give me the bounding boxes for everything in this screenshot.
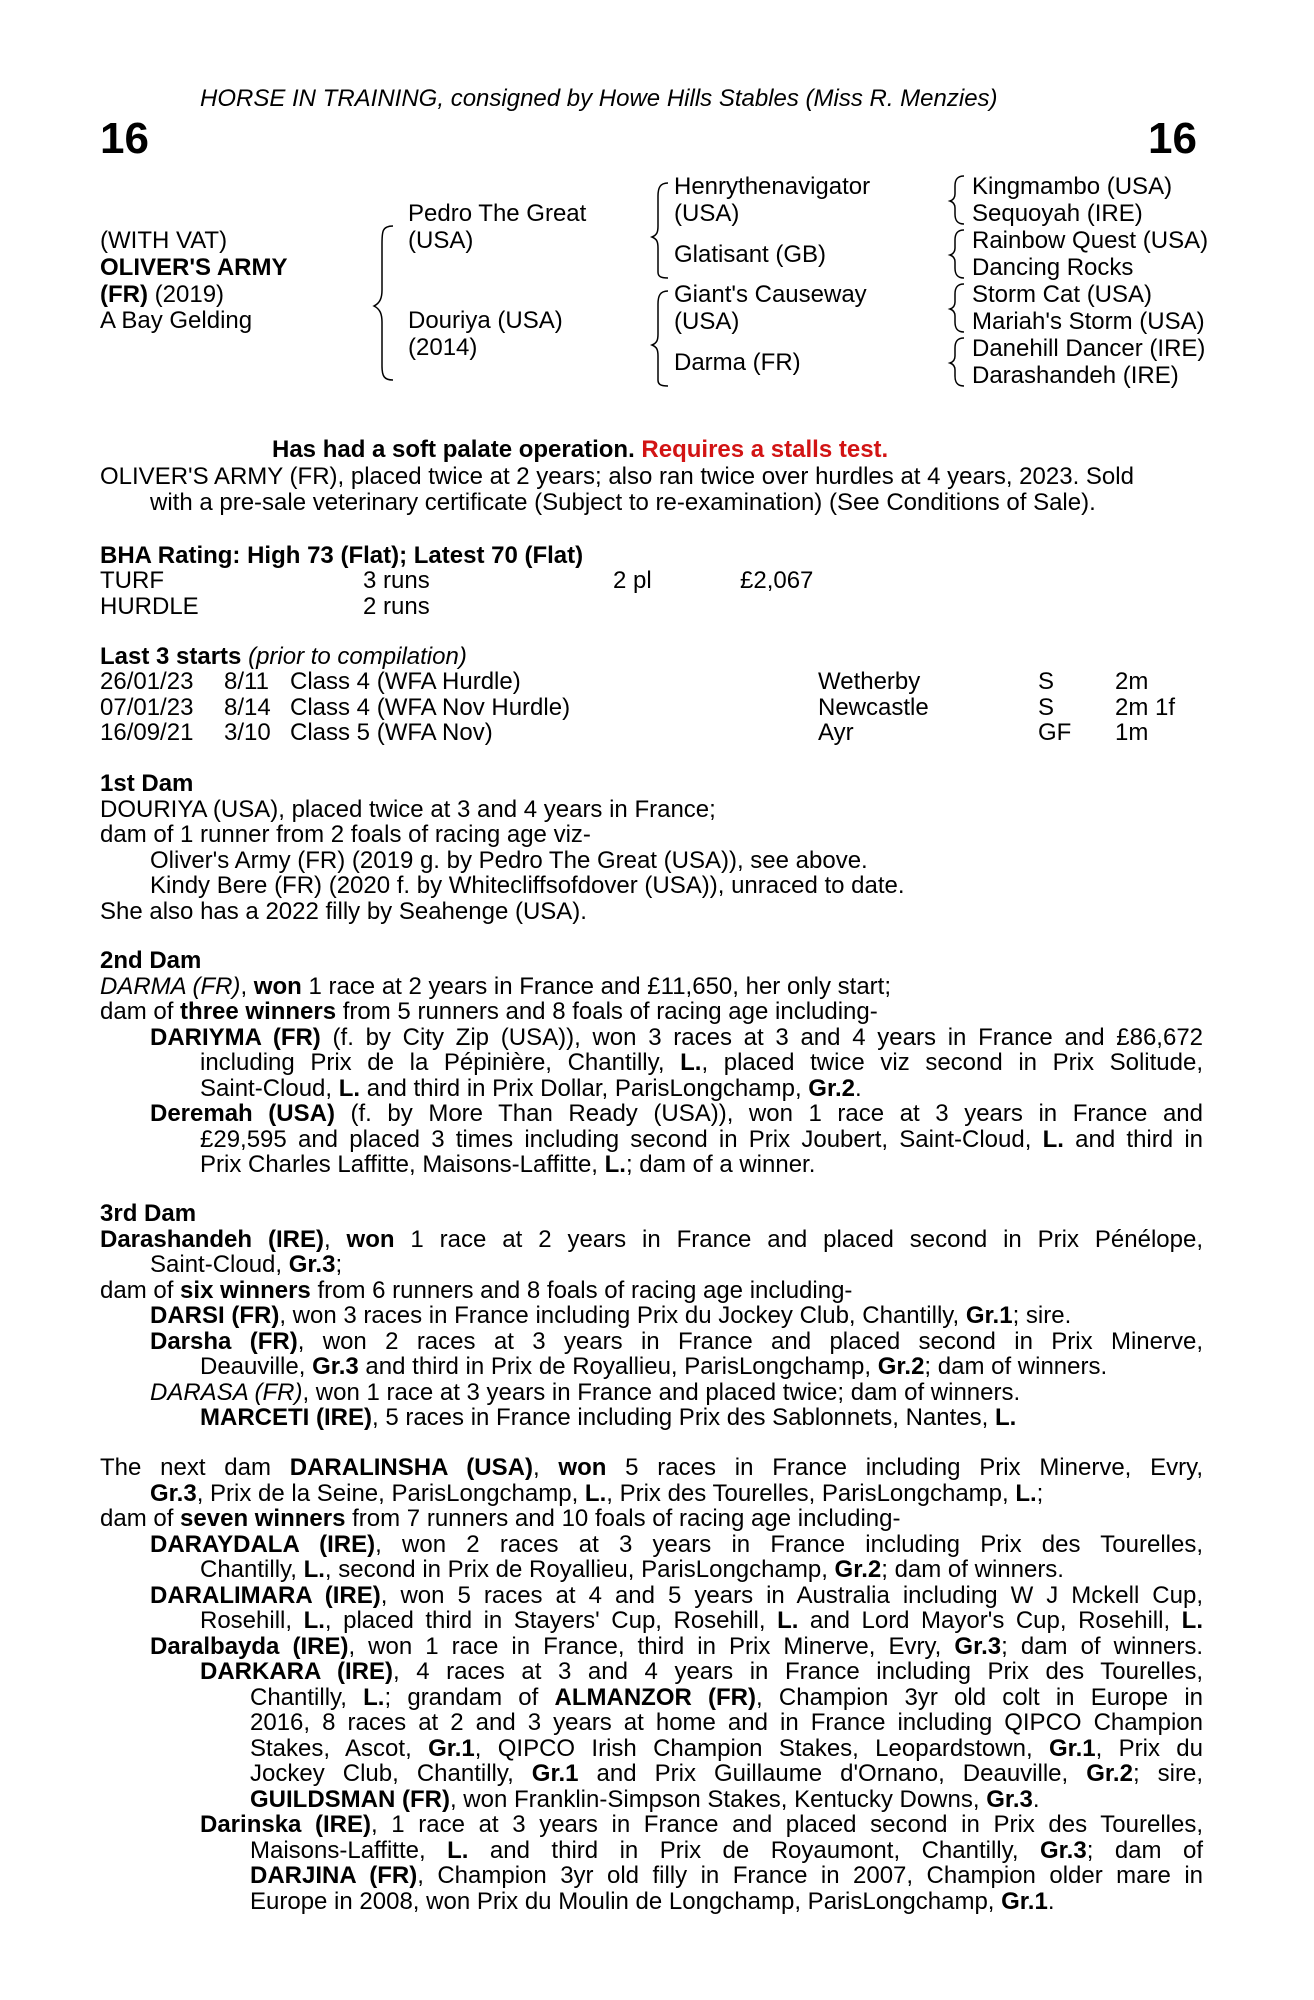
ancestor-5: Storm Cat (USA) [972, 281, 1153, 308]
last-starts-heading: Last 3 starts (prior to compilation) [100, 643, 467, 670]
rating-row-hurdle: HURDLE 2 runs [100, 592, 430, 620]
bha-rating-heading: BHA Rating: High 73 (Flat); Latest 70 (Flat) [100, 542, 584, 569]
horse-description: A Bay Gelding [100, 307, 253, 334]
horse-origin-year: (FR) (2019) [100, 281, 225, 308]
start-row: 16/09/21 3/10 Class 5 (WFA Nov) Ayr GF 1m [100, 719, 1149, 746]
vat-label: (WITH VAT) [100, 227, 228, 254]
rating-row-turf: TURF 3 runs 2 pl £2,067 [100, 567, 814, 594]
ancestor-4: Dancing Rocks [972, 254, 1134, 281]
ancestor-2: Sequoyah (IRE) [972, 200, 1143, 227]
first-dam-section: 1st Dam DOURIYA (USA), placed twice at 3 and 4 years in France; dam of 1 runner from 2 foals of racing age viz- Oliver's Army (FR) (2019 g. by Pedro The Great (USA)), see above. Kindy Bere (FR) (2020 f. by Whitecliffsofdover (USA)), unraced to date. She also has a 2022 filly by Seahenge (USA). [100, 771, 1203, 924]
first-dam-heading: 1st Dam [100, 770, 194, 797]
lot-number-left: 16 [100, 114, 149, 163]
dam-name: Douriya (USA) [408, 307, 563, 334]
catalogue-header: HORSE IN TRAINING, consigned by Howe Hills Stables (Miss R. Menzies) [200, 85, 998, 112]
start-row: 07/01/23 8/14 Class 4 (WFA Nov Hurdle) Newcastle S 2m 1f [100, 693, 1176, 721]
dam-sire-country: (USA) [674, 308, 740, 335]
horse-summary: OLIVER'S ARMY (FR), placed twice at 2 years; also ran twice over hurdles at 4 years, 2023. Sold with a pre-sale veterinary certificate (Subject to re-examination) (See Conditions of Sale). [100, 463, 1134, 516]
ancestor-3: Rainbow Quest (USA) [972, 227, 1209, 254]
ancestor-7: Danehill Dancer (IRE) [972, 335, 1206, 362]
ancestor-6: Mariah's Storm (USA) [972, 308, 1205, 335]
last-starts-table [100, 669, 1200, 746]
notice-line [272, 437, 888, 463]
ancestor-8: Darashandeh (IRE) [972, 362, 1179, 389]
sire-country: (USA) [408, 227, 474, 254]
rating-table [100, 568, 1200, 619]
third-dam-section: 3rd Dam Darashandeh (IRE), won 1 race at 2 years in France and placed second in Prix Pénélope, Saint-Cloud, Gr.3; dam of six winners from 6 runners and 8 foals of racing age including- DARSI (FR), won 3 races in France including Prix du Jockey Club, Chantilly, Gr.1; sire. Darsha (FR), won 2 races at 3 years in France and placed second in Prix Minerve, Deauville, Gr.3 and third in Prix de Royallieu, ParisLongchamp, Gr.2; dam of winners. DARASA (FR), won 1 race at 3 years in France and placed twice; dam of winners. MARCETI (IRE), 5 races in France including Prix des Sablonnets, Nantes, L. [100, 1200, 1204, 1431]
sire-name: Pedro The Great [408, 200, 587, 227]
dam-sire-name: Giant's Causeway [674, 281, 867, 308]
sire-sire-name: Henrythenavigator [674, 173, 871, 200]
soft-palate-note: Has had a soft palate operation. [272, 436, 642, 463]
second-dam-section: 2nd Dam DARMA (FR), won 1 race at 2 years in France and £11,650, her only start; dam of three winners from 5 runners and 8 foals of racing age including- DARIYMA (FR) (f. by City Zip (USA)), won 3 races at 3 and 4 years in France and £86,672 including Prix de la Pépinière, Chantilly, L., placed twice viz second in Prix Solitude, Saint-Cloud, L. and third in Prix Dollar, ParisLongchamp, Gr.2. Deremah (USA) (f. by More Than Ready (USA)), won 1 race at 3 years in France and £29,595 and placed 3 times including second in Prix Joubert, Saint-Cloud, L. and third in Prix Charles Laffitte, Maisons-Laffitte, L.; dam of a winner. [100, 947, 1204, 1178]
third-dam-heading: 3rd Dam [100, 1200, 197, 1227]
lot-number-right: 16 [1148, 114, 1197, 163]
horse-name: OLIVER'S ARMY [100, 254, 288, 281]
ancestor-1: Kingmambo (USA) [972, 173, 1173, 200]
dam-year: (2014) [408, 334, 478, 361]
stalls-test-warning: Requires a stalls test. [641, 436, 889, 463]
start-row: 26/01/23 8/11 Class 4 (WFA Hurdle) Wetherby S 2m [100, 668, 1149, 695]
next-dam-section: The next dam DARALINSHA (USA), won 5 races in France including Prix Minerve, Evry, Gr.3, Prix de la Seine, ParisLongchamp, L., Prix des Tourelles, ParisLongchamp, L.; dam of seven winners from 7 runners and 10 foals of racing age including- DARAYDALA (IRE), won 2 races at 3 years in France including Prix des Tourelles, Chantilly, L., second in Prix de Royallieu, ParisLongchamp, Gr.2; dam of winners. DARALIMARA (IRE), won 5 races at 4 and 5 years in Australia including W J Mckell Cup, Rosehill, L., placed third in Stayers' Cup, Rosehill, L. and Lord Mayor's Cup, Rosehill, L. Daralbayda (IRE), won 1 race in France, third in Prix Minerve, Evry, Gr.3; dam of winners. DARKARA (IRE), 4 races at 3 and 4 years in France including Prix des Tourelles, Chantilly, L.; grandam of ALMANZOR (FR), Champion 3yr old colt in Europe in 2016, 8 races at 2 and 3 years at home and in France including QIPCO Champion Stakes, Ascot, Gr.1, QIPCO Irish Champion Stakes, Leopardstown, Gr.1, Prix du Jockey Club, Chantilly, Gr.1 and Prix Guillaume d'Ornano, Deauville, Gr.2; sire, GUILDSMAN (FR), won Franklin-Simpson Stakes, Kentucky Downs, Gr.3. Darinska (IRE), 1 race at 3 years in France and placed second in Prix des Tourelles, Maisons-Laffitte, L. and third in Prix de Royaumont, Chantilly, Gr.3; dam of DARJINA (FR), Champion 3yr old filly in France in 2007, Champion older mare in Europe in 2008, won Prix du Moulin de Longchamp, ParisLongchamp, Gr.1. [100, 1454, 1204, 1915]
second-dam-heading: 2nd Dam [100, 947, 202, 974]
sire-sire-country: (USA) [674, 200, 740, 227]
sire-dam-name: Glatisant (GB) [674, 241, 827, 268]
dam-dam-name: Darma (FR) [674, 349, 801, 376]
